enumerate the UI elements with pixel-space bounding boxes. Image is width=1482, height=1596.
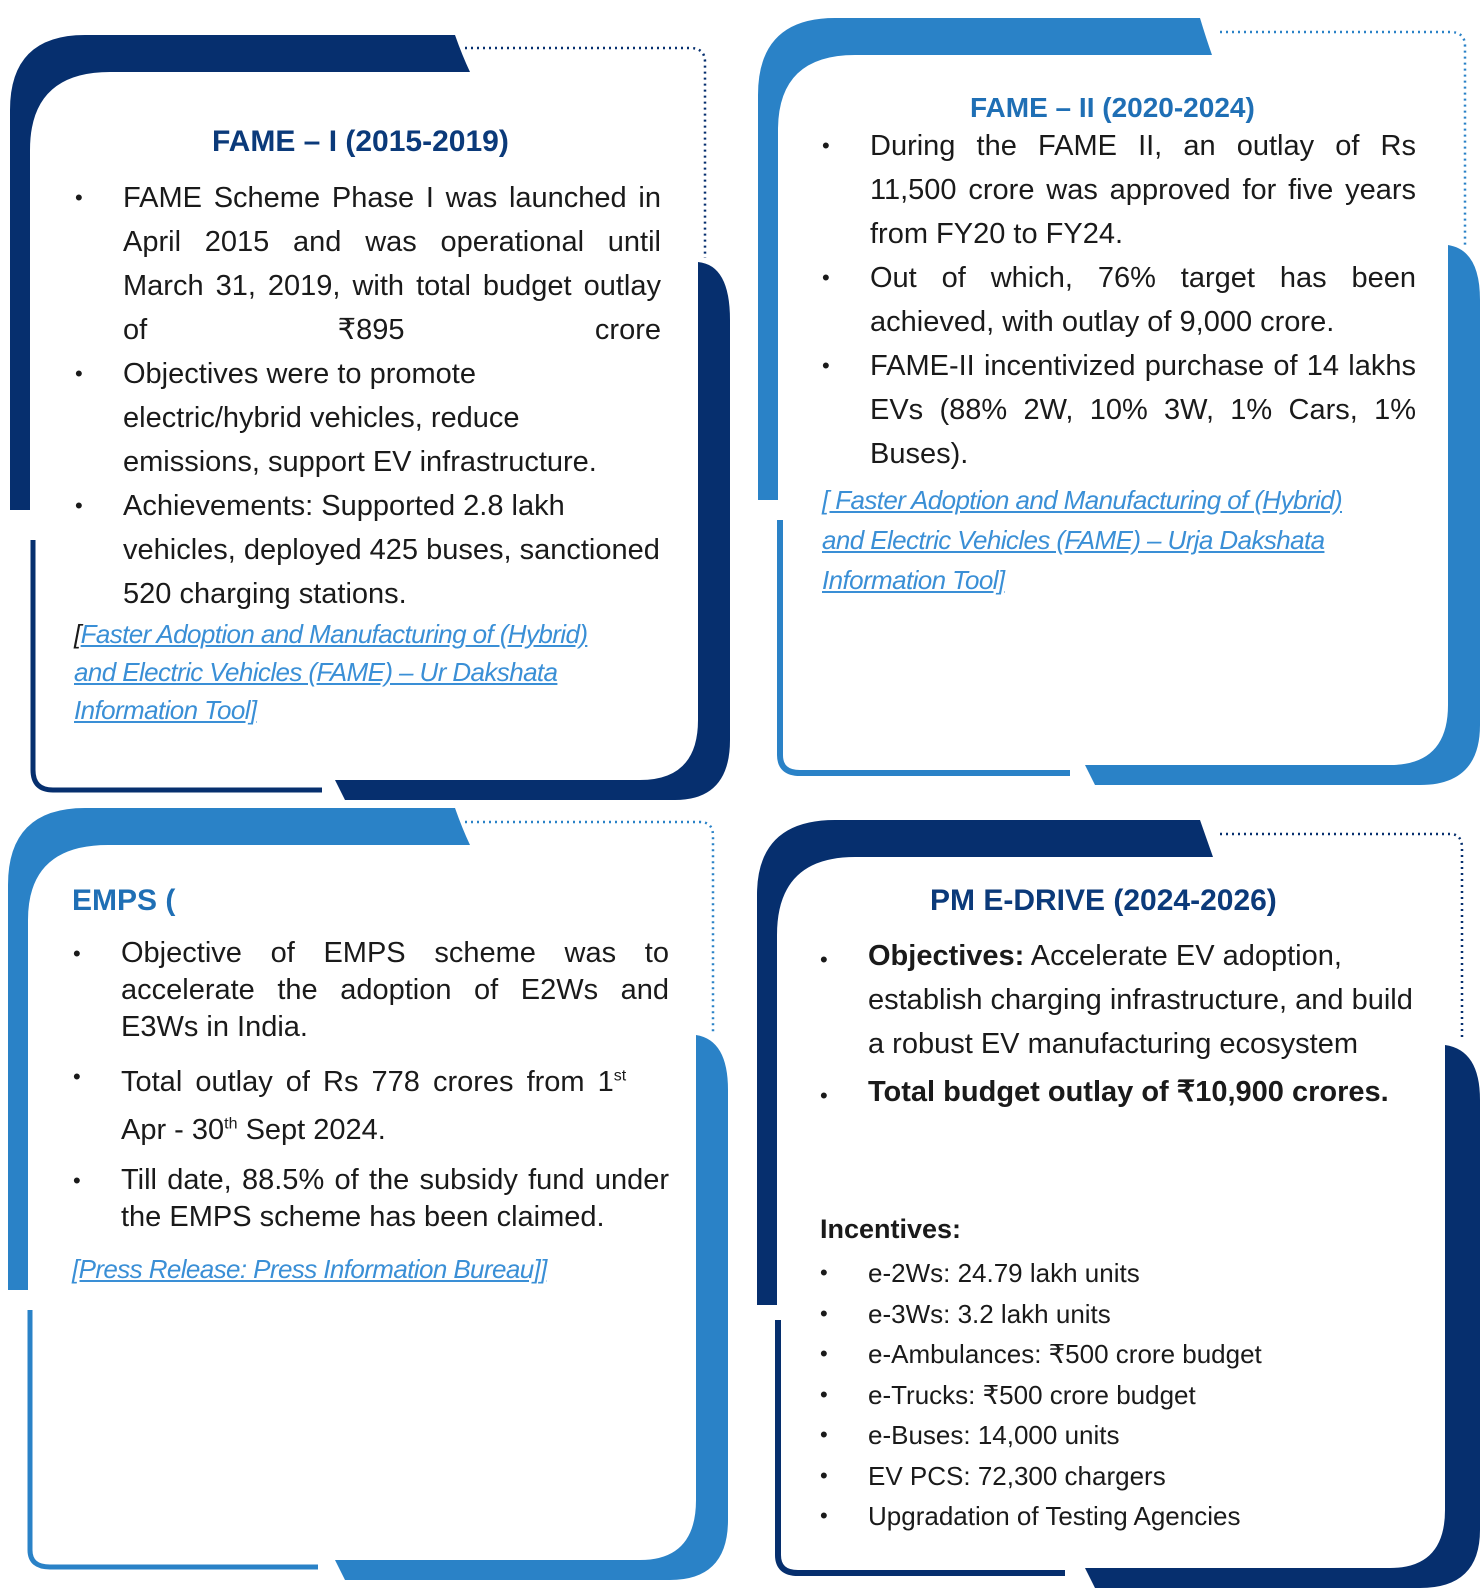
emps-item-2-sup-1: st [613,1067,627,1085]
bullet: • [75,493,83,518]
list-item [75,484,661,616]
pm-edrive-incentives-list [820,1253,1414,1537]
bullet: • [822,133,830,158]
incentive-buses: e-Buses: 14,000 units [868,1420,1120,1450]
emps-item-2-sup-2: th [224,1115,238,1133]
pm-edrive-title: PM E-DRIVE (2024-2026) [930,884,1277,917]
emps-item-2-text-b: Apr - 30 [121,1114,225,1146]
fame2-item-1: During the FAME II, an outlay of Rs 11,500 crore was approved for five years from FY20 to FY24. [870,130,1416,250]
bullet: • [820,1503,828,1528]
bullet: • [820,1462,828,1488]
emps-item-2-text-c: Sept 2024. [237,1114,386,1146]
bullet: • [822,353,830,378]
incentive-e3w: e-3Ws: 3.2 lakh units [868,1298,1111,1329]
emps-item-2 [121,1058,669,1154]
fame1-title: FAME – I (2015-2019) [212,125,509,158]
incentive-ambulances: e-Ambulances: ₹500 crore budget [868,1339,1262,1369]
emps-frame-bottom-left [30,1310,318,1567]
fame1-item-1: FAME Scheme Phase I was launched in April 2015 and was operational until March 31, 2019, with total budget outlay of ₹895 crore [123,182,661,346]
emps-item-1: Objective of EMPS scheme was to accelerate the adoption of E2Ws and E3Ws in India. [121,937,669,1043]
fame1-source-link[interactable]: Faster Adoption and Manufacturing of (Hybrid) and Electric Vehicles (FAME) – Ur Dakshata Information Tool] [74,619,588,725]
fame1-source [74,615,634,729]
list-item [820,1070,1414,1114]
fame2-source-link[interactable]: [ Faster Adoption and Manufacturing of (Hybrid) and Electric Vehicles (FAME) – Urja Dakshata Information Tool] [822,485,1342,595]
fame2-list [822,124,1416,476]
bullet: • [820,1083,828,1108]
list-item [822,344,1416,476]
bullet: • [820,1422,828,1447]
list-item [820,1294,1414,1335]
pm-edrive-objectives [868,934,1414,1066]
incentive-pcs: EV PCS: 72,300 chargers [868,1460,1166,1491]
incentive-trucks: e-Trucks: ₹500 crore budget [868,1379,1196,1410]
pm-edrive-objectives-label: Objectives: [868,940,1025,972]
emps-list [73,935,669,1236]
list-item [73,935,669,1046]
fame1-link-bracket: [ [74,619,81,649]
fame2-item-2: Out of which, 76% target has been achieved, with outlay of 9,000 crore. [870,262,1416,338]
list-item [822,256,1416,344]
bullet: • [73,1064,81,1089]
list-item [820,1496,1414,1537]
list-item [820,1375,1414,1416]
list-item [820,934,1414,1066]
list-item [75,352,661,484]
emps-title: EMPS ( [72,884,176,917]
bullet: • [75,361,83,386]
list-item [822,124,1416,256]
pm-edrive-incentives-label: Incentives: [820,1214,962,1244]
bullet: • [822,265,830,290]
bullet: • [75,185,83,210]
pm-edrive-objectives-text: Accelerate EV adoption, establish charging infrastructure, and build a robust EV manufacturing ecosystem [868,940,1413,1060]
emps-source-link[interactable]: [Press Release: Press Information Bureau]] [72,1254,547,1284]
emps-item-2-text-a: Total outlay of Rs 778 crores from 1 [121,1066,614,1098]
list-item [820,1253,1414,1294]
fame1-list [75,176,661,616]
bullet: • [73,941,81,966]
pm-edrive-budget: Total budget outlay of ₹10,900 crores. [868,1076,1389,1108]
bullet: • [820,1381,828,1407]
fame1-item-3: Achievements: Supported 2.8 lakh vehicles, deployed 425 buses, sanctioned 520 charging stations. [123,490,660,610]
bullet: • [820,1341,828,1366]
list-item [820,1334,1414,1375]
list-item [73,1162,669,1236]
list-item [75,176,661,352]
fame2-item-3: FAME-II incentivized purchase of 14 lakhs EVs (88% 2W, 10% 3W, 1% Cars, 1% Buses). [870,350,1416,470]
list-item [820,1456,1414,1497]
fame1-item-2: Objectives were to promote electric/hybrid vehicles, reduce emissions, support EV infrastructure. [123,358,597,478]
fame2-title: FAME – II (2020-2024) [970,92,1255,123]
list-item [73,1058,669,1154]
bullet: • [820,1300,828,1326]
incentive-testing-agencies: Upgradation of Testing Agencies [868,1501,1241,1531]
bullet: • [73,1168,81,1193]
incentive-e2w: e-2Ws: 24.79 lakh units [868,1258,1140,1288]
pm-edrive-list [820,934,1414,1114]
bullet: • [820,1260,828,1285]
list-item [820,1415,1414,1456]
emps-item-3: Till date, 88.5% of the subsidy fund under the EMPS scheme has been claimed. [121,1164,669,1233]
bullet: • [820,947,828,972]
